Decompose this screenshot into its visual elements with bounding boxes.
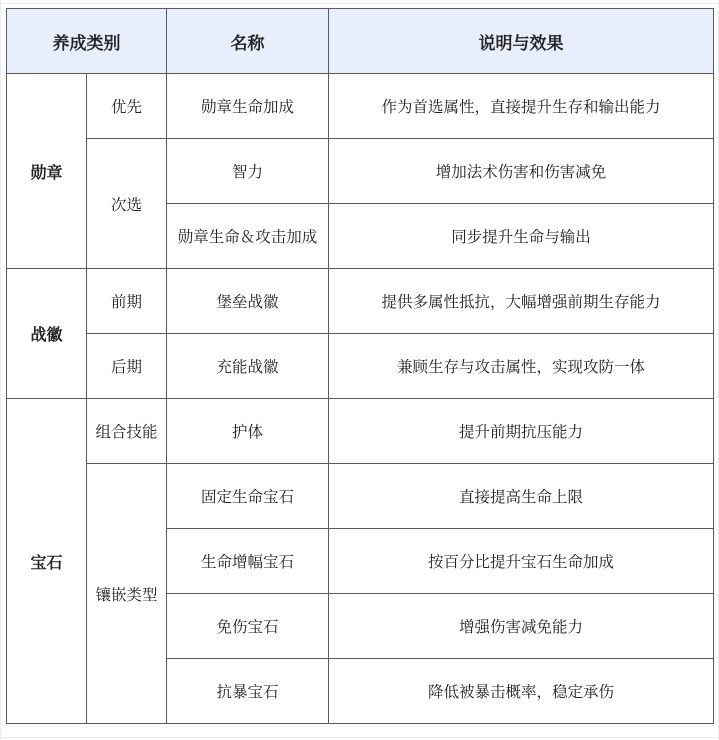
name-cell[interactable]: 抗暴宝石 (167, 659, 329, 724)
header-name[interactable]: 名称 (167, 9, 329, 74)
gridline (0, 737, 719, 738)
category-cell-gem[interactable]: 宝石 (7, 399, 87, 724)
table-row (7, 399, 714, 464)
name-cell[interactable]: 勋章生命加成 (167, 74, 329, 139)
gridline (0, 3, 719, 4)
name-cell[interactable]: 免伤宝石 (167, 594, 329, 659)
table-row (7, 74, 714, 139)
header-row (7, 9, 714, 74)
header-description[interactable]: 说明与效果 (329, 9, 714, 74)
name-cell[interactable]: 堡垒战徽 (167, 269, 329, 334)
subcategory-cell[interactable]: 优先 (87, 74, 167, 139)
description-cell[interactable]: 增加法术伤害和伤害减免 (329, 139, 714, 204)
name-cell[interactable]: 智力 (167, 139, 329, 204)
category-cell-medal[interactable]: 勋章 (7, 74, 87, 269)
description-cell[interactable]: 兼顾生存与攻击属性，实现攻防一体 (329, 334, 714, 399)
subcategory-cell[interactable]: 镶嵌类型 (87, 464, 167, 724)
description-cell[interactable]: 提升前期抗压能力 (329, 399, 714, 464)
table-row (7, 334, 714, 399)
description-cell[interactable]: 增强伤害减免能力 (329, 594, 714, 659)
description-cell[interactable]: 同步提升生命与输出 (329, 204, 714, 269)
header-category[interactable]: 养成类别 (7, 9, 167, 74)
description-cell[interactable]: 直接提高生命上限 (329, 464, 714, 529)
description-cell[interactable]: 降低被暴击概率，稳定承伤 (329, 659, 714, 724)
table-row (7, 464, 714, 529)
subcategory-cell[interactable]: 组合技能 (87, 399, 167, 464)
subcategory-cell[interactable]: 前期 (87, 269, 167, 334)
growth-table (6, 8, 714, 724)
description-cell[interactable]: 按百分比提升宝石生命加成 (329, 529, 714, 594)
table-row (7, 139, 714, 204)
subcategory-cell[interactable]: 后期 (87, 334, 167, 399)
name-cell[interactable]: 固定生命宝石 (167, 464, 329, 529)
table-row (7, 269, 714, 334)
category-cell-emblem[interactable]: 战徽 (7, 269, 87, 399)
gridline (0, 0, 1, 740)
subcategory-cell[interactable]: 次选 (87, 139, 167, 269)
name-cell[interactable]: 充能战徽 (167, 334, 329, 399)
name-cell[interactable]: 勋章生命＆攻击加成 (167, 204, 329, 269)
name-cell[interactable]: 护体 (167, 399, 329, 464)
description-cell[interactable]: 提供多属性抵抗，大幅增强前期生存能力 (329, 269, 714, 334)
description-cell[interactable]: 作为首选属性，直接提升生存和输出能力 (329, 74, 714, 139)
name-cell[interactable]: 生命增幅宝石 (167, 529, 329, 594)
